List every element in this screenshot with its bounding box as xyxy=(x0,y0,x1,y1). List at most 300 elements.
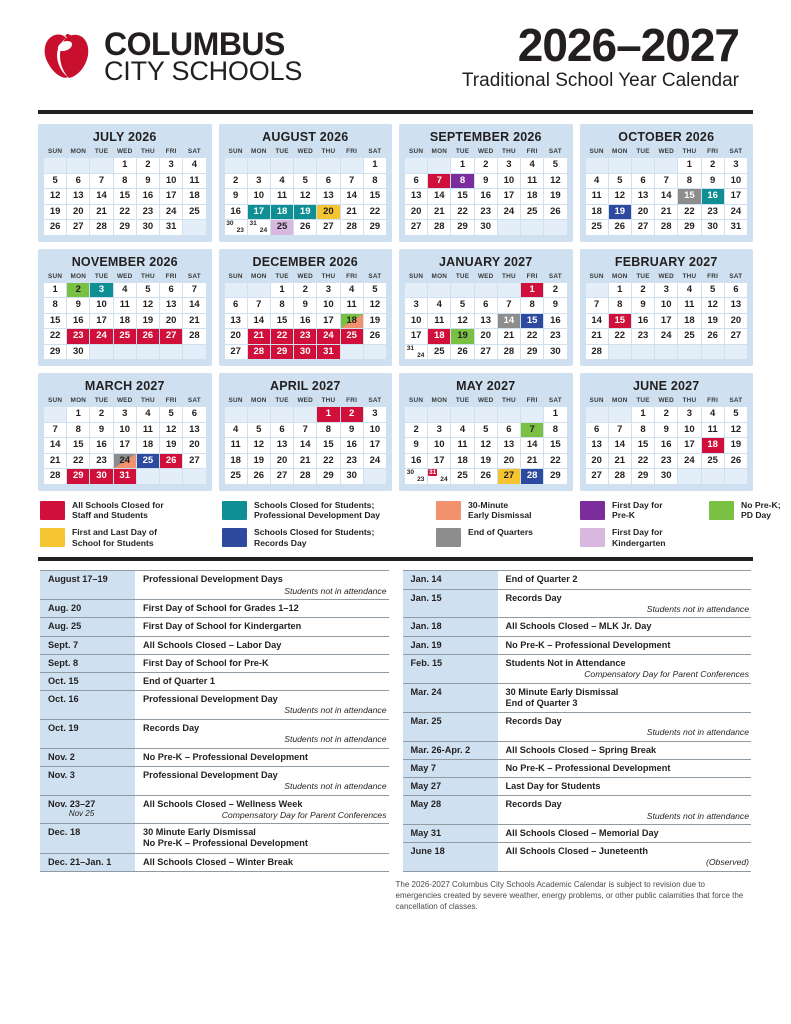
day-cell[interactable] xyxy=(160,173,183,189)
day-cell[interactable] xyxy=(474,158,497,174)
day-cell[interactable] xyxy=(247,422,270,438)
day-cell[interactable] xyxy=(701,298,724,314)
day-cell[interactable] xyxy=(631,173,654,189)
day-cell[interactable] xyxy=(521,282,544,298)
day-cell[interactable] xyxy=(183,329,206,345)
day-cell[interactable] xyxy=(405,329,428,345)
day-cell[interactable] xyxy=(521,469,544,485)
day-cell[interactable] xyxy=(451,220,474,236)
day-cell[interactable] xyxy=(724,189,747,205)
day-cell[interactable] xyxy=(67,282,90,298)
day-cell[interactable] xyxy=(724,204,747,220)
day-cell[interactable] xyxy=(90,173,113,189)
day-cell[interactable] xyxy=(44,298,67,314)
day-cell[interactable] xyxy=(363,173,386,189)
day-cell[interactable] xyxy=(294,329,317,345)
day-cell[interactable] xyxy=(474,204,497,220)
day-cell[interactable] xyxy=(113,282,136,298)
day-cell[interactable] xyxy=(247,313,270,329)
day-cell[interactable] xyxy=(224,313,247,329)
day-cell[interactable] xyxy=(340,282,363,298)
day-cell[interactable] xyxy=(585,344,608,360)
day-cell[interactable] xyxy=(67,422,90,438)
day-cell[interactable] xyxy=(497,158,520,174)
day-cell[interactable] xyxy=(497,173,520,189)
day-cell[interactable] xyxy=(136,282,159,298)
day-cell[interactable] xyxy=(655,453,678,469)
day-cell[interactable] xyxy=(247,453,270,469)
day-cell[interactable] xyxy=(136,173,159,189)
day-cell[interactable] xyxy=(247,329,270,345)
day-cell[interactable] xyxy=(474,329,497,345)
day-cell[interactable] xyxy=(113,298,136,314)
day-cell[interactable] xyxy=(701,189,724,205)
day-cell[interactable] xyxy=(655,422,678,438)
day-cell[interactable] xyxy=(294,204,317,220)
day-cell[interactable] xyxy=(405,438,428,454)
day-cell[interactable] xyxy=(631,329,654,345)
day-cell[interactable] xyxy=(247,204,270,220)
day-cell[interactable] xyxy=(521,329,544,345)
day-cell[interactable] xyxy=(247,469,270,485)
day-cell[interactable] xyxy=(655,329,678,345)
day-cell[interactable] xyxy=(247,189,270,205)
day-cell[interactable] xyxy=(608,422,631,438)
day-cell[interactable] xyxy=(160,298,183,314)
day-cell[interactable] xyxy=(678,438,701,454)
day-cell[interactable] xyxy=(136,189,159,205)
day-cell[interactable] xyxy=(363,422,386,438)
day-cell[interactable] xyxy=(678,407,701,423)
day-cell[interactable] xyxy=(544,422,567,438)
day-cell[interactable] xyxy=(340,453,363,469)
day-cell[interactable] xyxy=(90,220,113,236)
day-cell[interactable] xyxy=(585,189,608,205)
day-cell[interactable] xyxy=(340,313,363,329)
day-cell[interactable] xyxy=(631,469,654,485)
day-cell[interactable] xyxy=(160,220,183,236)
day-cell[interactable] xyxy=(67,469,90,485)
day-cell[interactable] xyxy=(585,329,608,345)
day-cell[interactable] xyxy=(451,158,474,174)
day-cell[interactable] xyxy=(294,189,317,205)
day-cell[interactable] xyxy=(451,173,474,189)
day-cell[interactable] xyxy=(655,469,678,485)
day-cell[interactable] xyxy=(183,204,206,220)
day-cell[interactable] xyxy=(521,204,544,220)
day-cell[interactable] xyxy=(428,298,451,314)
day-cell[interactable] xyxy=(655,189,678,205)
day-cell[interactable] xyxy=(655,220,678,236)
day-cell[interactable] xyxy=(451,313,474,329)
day-cell[interactable] xyxy=(224,173,247,189)
day-cell[interactable] xyxy=(113,329,136,345)
day-cell[interactable] xyxy=(67,189,90,205)
day-cell[interactable] xyxy=(521,422,544,438)
day-cell[interactable] xyxy=(67,453,90,469)
day-cell[interactable] xyxy=(44,329,67,345)
day-cell[interactable] xyxy=(544,282,567,298)
day-cell[interactable] xyxy=(724,407,747,423)
day-cell[interactable] xyxy=(340,189,363,205)
day-cell[interactable] xyxy=(724,438,747,454)
day-cell[interactable] xyxy=(270,298,293,314)
day-cell[interactable] xyxy=(363,220,386,236)
day-cell[interactable] xyxy=(136,407,159,423)
day-cell[interactable] xyxy=(544,344,567,360)
day-cell[interactable] xyxy=(474,344,497,360)
day-cell[interactable] xyxy=(44,282,67,298)
day-cell[interactable] xyxy=(701,453,724,469)
day-cell[interactable] xyxy=(631,189,654,205)
day-cell[interactable] xyxy=(678,220,701,236)
day-cell[interactable] xyxy=(160,329,183,345)
day-cell[interactable] xyxy=(113,189,136,205)
day-cell[interactable] xyxy=(247,344,270,360)
day-cell[interactable] xyxy=(294,422,317,438)
day-cell[interactable] xyxy=(270,422,293,438)
day-cell[interactable] xyxy=(544,313,567,329)
day-cell[interactable] xyxy=(608,220,631,236)
day-cell[interactable] xyxy=(608,313,631,329)
day-cell[interactable] xyxy=(224,189,247,205)
day-cell[interactable] xyxy=(160,438,183,454)
day-cell[interactable] xyxy=(340,298,363,314)
day-cell[interactable] xyxy=(497,189,520,205)
day-cell[interactable] xyxy=(136,158,159,174)
day-cell[interactable] xyxy=(405,313,428,329)
day-cell[interactable] xyxy=(224,422,247,438)
day-cell[interactable] xyxy=(497,204,520,220)
day-cell[interactable] xyxy=(678,422,701,438)
day-cell[interactable] xyxy=(544,407,567,423)
day-cell[interactable] xyxy=(585,173,608,189)
day-cell[interactable] xyxy=(317,282,340,298)
day-cell[interactable] xyxy=(317,407,340,423)
day-cell[interactable] xyxy=(44,204,67,220)
day-cell[interactable] xyxy=(405,422,428,438)
day-cell[interactable] xyxy=(631,282,654,298)
day-cell[interactable] xyxy=(497,344,520,360)
day-cell[interactable] xyxy=(451,438,474,454)
day-cell[interactable] xyxy=(90,282,113,298)
day-cell[interactable] xyxy=(113,438,136,454)
day-cell[interactable] xyxy=(544,173,567,189)
day-cell[interactable] xyxy=(317,469,340,485)
day-cell[interactable] xyxy=(608,189,631,205)
day-cell[interactable] xyxy=(451,469,474,485)
day-cell[interactable] xyxy=(67,313,90,329)
day-cell[interactable] xyxy=(724,220,747,236)
day-cell[interactable] xyxy=(136,329,159,345)
day-cell[interactable] xyxy=(294,282,317,298)
day-cell[interactable] xyxy=(655,407,678,423)
day-cell[interactable] xyxy=(451,204,474,220)
day-cell[interactable] xyxy=(585,422,608,438)
day-cell[interactable] xyxy=(631,298,654,314)
day-cell[interactable] xyxy=(294,220,317,236)
day-cell[interactable] xyxy=(363,438,386,454)
day-cell[interactable] xyxy=(90,453,113,469)
day-cell[interactable] xyxy=(340,220,363,236)
day-cell[interactable] xyxy=(44,220,67,236)
day-cell[interactable] xyxy=(224,204,247,220)
day-cell[interactable] xyxy=(428,422,451,438)
day-cell[interactable] xyxy=(678,158,701,174)
day-cell[interactable] xyxy=(724,158,747,174)
day-cell[interactable] xyxy=(451,422,474,438)
day-cell[interactable] xyxy=(44,344,67,360)
day-cell[interactable] xyxy=(67,344,90,360)
day-cell[interactable] xyxy=(224,469,247,485)
day-cell[interactable] xyxy=(451,189,474,205)
day-cell[interactable] xyxy=(90,407,113,423)
day-cell[interactable] xyxy=(317,329,340,345)
day-cell[interactable] xyxy=(183,438,206,454)
day-cell[interactable] xyxy=(160,204,183,220)
day-cell[interactable] xyxy=(136,438,159,454)
day-cell[interactable] xyxy=(44,469,67,485)
day-cell[interactable] xyxy=(428,438,451,454)
day-cell[interactable] xyxy=(90,204,113,220)
day-cell[interactable] xyxy=(451,453,474,469)
day-cell[interactable] xyxy=(224,298,247,314)
day-cell[interactable] xyxy=(136,422,159,438)
day-cell[interactable] xyxy=(113,453,136,469)
day-cell[interactable] xyxy=(270,220,293,236)
day-cell[interactable] xyxy=(44,438,67,454)
day-cell[interactable] xyxy=(363,407,386,423)
day-cell[interactable] xyxy=(270,344,293,360)
day-cell[interactable] xyxy=(160,282,183,298)
day-cell[interactable] xyxy=(521,173,544,189)
day-cell[interactable] xyxy=(113,422,136,438)
day-cell[interactable] xyxy=(270,204,293,220)
day-cell[interactable] xyxy=(497,469,520,485)
day-cell[interactable] xyxy=(136,298,159,314)
day-cell[interactable] xyxy=(340,469,363,485)
day-cell[interactable] xyxy=(44,453,67,469)
day-cell[interactable] xyxy=(701,158,724,174)
day-cell[interactable] xyxy=(67,220,90,236)
day-cell[interactable] xyxy=(451,344,474,360)
day-cell[interactable] xyxy=(521,344,544,360)
day-cell[interactable] xyxy=(247,298,270,314)
day-cell[interactable] xyxy=(340,422,363,438)
day-cell[interactable] xyxy=(701,173,724,189)
day-cell[interactable] xyxy=(631,313,654,329)
day-cell[interactable] xyxy=(363,282,386,298)
day-cell[interactable] xyxy=(113,204,136,220)
day-cell[interactable] xyxy=(270,282,293,298)
day-cell[interactable] xyxy=(428,453,451,469)
day-cell[interactable] xyxy=(113,313,136,329)
day-cell[interactable] xyxy=(724,282,747,298)
day-cell[interactable] xyxy=(363,329,386,345)
day-cell[interactable] xyxy=(655,204,678,220)
day-cell[interactable] xyxy=(44,313,67,329)
day-cell[interactable] xyxy=(544,298,567,314)
day-cell[interactable] xyxy=(631,453,654,469)
day-cell[interactable] xyxy=(608,282,631,298)
day-cell[interactable] xyxy=(585,204,608,220)
day-cell[interactable] xyxy=(655,313,678,329)
day-cell[interactable] xyxy=(183,282,206,298)
day-cell[interactable] xyxy=(451,329,474,345)
day-cell[interactable] xyxy=(608,469,631,485)
day-cell[interactable] xyxy=(608,329,631,345)
day-cell[interactable] xyxy=(655,173,678,189)
day-cell[interactable] xyxy=(160,422,183,438)
day-cell[interactable] xyxy=(585,469,608,485)
day-cell[interactable] xyxy=(136,313,159,329)
day-cell[interactable] xyxy=(113,469,136,485)
day-cell[interactable] xyxy=(724,313,747,329)
day-cell[interactable] xyxy=(451,298,474,314)
day-cell[interactable] xyxy=(497,453,520,469)
day-cell[interactable] xyxy=(678,453,701,469)
day-cell[interactable] xyxy=(701,282,724,298)
day-cell[interactable] xyxy=(340,173,363,189)
day-cell[interactable] xyxy=(405,453,428,469)
day-cell[interactable] xyxy=(113,220,136,236)
day-cell[interactable] xyxy=(585,453,608,469)
day-cell[interactable] xyxy=(224,344,247,360)
day-cell[interactable] xyxy=(521,298,544,314)
day-cell[interactable] xyxy=(724,173,747,189)
day-cell[interactable] xyxy=(678,173,701,189)
day-cell[interactable] xyxy=(270,438,293,454)
day-cell[interactable] xyxy=(317,220,340,236)
day-cell[interactable] xyxy=(474,189,497,205)
day-cell[interactable] xyxy=(224,453,247,469)
day-cell[interactable] xyxy=(136,453,159,469)
day-cell[interactable] xyxy=(160,453,183,469)
day-cell[interactable] xyxy=(544,453,567,469)
day-cell[interactable] xyxy=(317,438,340,454)
day-cell[interactable] xyxy=(428,344,451,360)
day-cell[interactable] xyxy=(67,329,90,345)
day-cell[interactable] xyxy=(474,469,497,485)
day-cell[interactable] xyxy=(585,298,608,314)
day-cell[interactable] xyxy=(317,313,340,329)
day-cell[interactable] xyxy=(428,220,451,236)
day-cell[interactable] xyxy=(724,329,747,345)
day-cell[interactable] xyxy=(428,313,451,329)
day-cell[interactable] xyxy=(160,407,183,423)
day-cell[interactable] xyxy=(405,189,428,205)
day-cell[interactable] xyxy=(183,422,206,438)
day-cell[interactable] xyxy=(701,407,724,423)
day-cell[interactable] xyxy=(270,173,293,189)
day-cell[interactable] xyxy=(521,313,544,329)
day-cell[interactable] xyxy=(270,189,293,205)
day-cell[interactable] xyxy=(631,220,654,236)
day-cell[interactable] xyxy=(44,173,67,189)
day-cell[interactable] xyxy=(340,329,363,345)
day-cell[interactable] xyxy=(183,158,206,174)
day-cell[interactable] xyxy=(655,282,678,298)
day-cell[interactable] xyxy=(701,313,724,329)
day-cell[interactable] xyxy=(90,298,113,314)
day-cell[interactable] xyxy=(247,438,270,454)
day-cell[interactable] xyxy=(183,298,206,314)
day-cell[interactable] xyxy=(44,422,67,438)
day-cell[interactable]: 23 30 xyxy=(405,469,428,485)
day-cell[interactable] xyxy=(497,298,520,314)
day-cell[interactable] xyxy=(544,158,567,174)
day-cell[interactable] xyxy=(113,173,136,189)
day-cell[interactable] xyxy=(317,298,340,314)
day-cell[interactable] xyxy=(585,220,608,236)
day-cell[interactable] xyxy=(363,189,386,205)
day-cell[interactable] xyxy=(160,313,183,329)
day-cell[interactable] xyxy=(428,173,451,189)
day-cell[interactable] xyxy=(294,453,317,469)
day-cell[interactable] xyxy=(90,313,113,329)
day-cell[interactable] xyxy=(405,220,428,236)
day-cell[interactable] xyxy=(90,422,113,438)
day-cell[interactable] xyxy=(678,204,701,220)
day-cell[interactable] xyxy=(67,173,90,189)
day-cell[interactable] xyxy=(67,438,90,454)
day-cell[interactable] xyxy=(247,173,270,189)
day-cell[interactable] xyxy=(67,407,90,423)
day-cell[interactable] xyxy=(701,204,724,220)
day-cell[interactable] xyxy=(608,453,631,469)
day-cell[interactable] xyxy=(544,438,567,454)
day-cell[interactable]: 24 31 xyxy=(247,220,270,236)
day-cell[interactable] xyxy=(521,189,544,205)
day-cell[interactable] xyxy=(160,189,183,205)
day-cell[interactable] xyxy=(90,438,113,454)
day-cell[interactable] xyxy=(405,204,428,220)
day-cell[interactable] xyxy=(608,173,631,189)
day-cell[interactable] xyxy=(497,438,520,454)
day-cell[interactable] xyxy=(294,438,317,454)
day-cell[interactable] xyxy=(474,453,497,469)
day-cell[interactable] xyxy=(405,298,428,314)
day-cell[interactable] xyxy=(428,204,451,220)
day-cell[interactable] xyxy=(428,189,451,205)
day-cell[interactable] xyxy=(678,313,701,329)
day-cell[interactable] xyxy=(631,422,654,438)
day-cell[interactable] xyxy=(655,298,678,314)
day-cell[interactable] xyxy=(631,438,654,454)
day-cell[interactable] xyxy=(317,173,340,189)
day-cell[interactable] xyxy=(294,469,317,485)
day-cell[interactable] xyxy=(521,158,544,174)
day-cell[interactable] xyxy=(317,189,340,205)
day-cell[interactable] xyxy=(497,422,520,438)
day-cell[interactable] xyxy=(497,313,520,329)
day-cell[interactable] xyxy=(678,282,701,298)
day-cell[interactable] xyxy=(270,469,293,485)
day-cell[interactable] xyxy=(474,438,497,454)
day-cell[interactable] xyxy=(701,329,724,345)
day-cell[interactable] xyxy=(270,453,293,469)
day-cell[interactable] xyxy=(474,422,497,438)
day-cell[interactable] xyxy=(224,329,247,345)
day-cell[interactable] xyxy=(317,344,340,360)
day-cell[interactable] xyxy=(428,329,451,345)
day-cell[interactable] xyxy=(183,313,206,329)
day-cell[interactable] xyxy=(585,438,608,454)
day-cell[interactable] xyxy=(363,453,386,469)
day-cell[interactable] xyxy=(363,313,386,329)
day-cell[interactable] xyxy=(90,329,113,345)
day-cell[interactable] xyxy=(160,158,183,174)
